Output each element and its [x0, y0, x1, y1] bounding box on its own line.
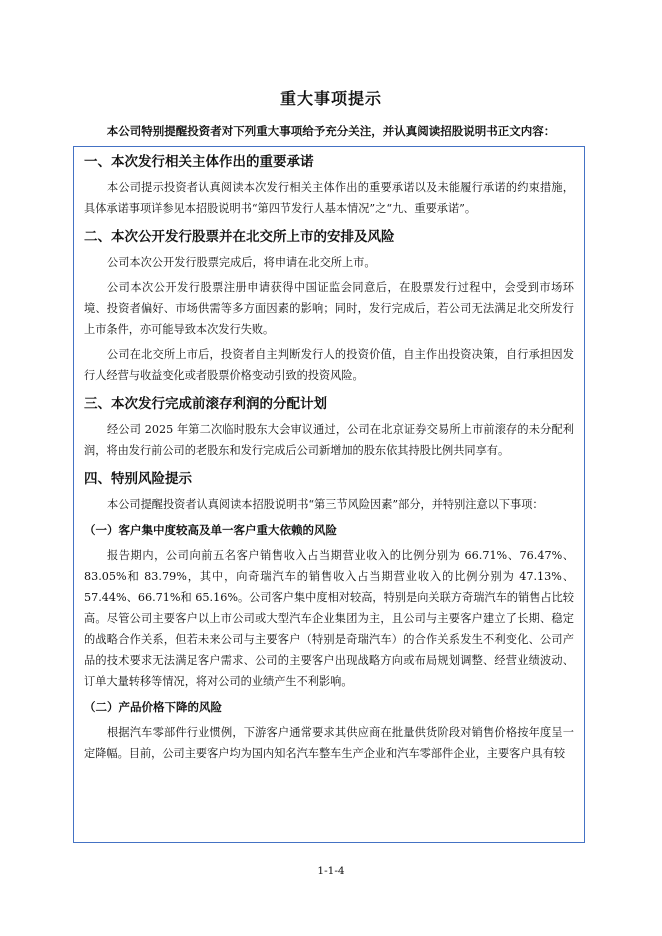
section-3-heading: 三、本次发行完成前滚存利润的分配计划	[84, 396, 327, 412]
subsection-1-heading: （一）客户集中度较高及单一客户重大依赖的风险	[84, 523, 337, 537]
section-1-paragraph-1: 本公司提示投资者认真阅读本次发行相关主体作出的重要承诺以及未能履行承诺的约束措施，具体承诺事项详参见本招股说明书“第四节发行人基本情况”之“九、重要承诺”。	[84, 181, 574, 215]
section-4-paragraph-1: 本公司提醒投资者认真阅读本招股说明书“第三节风险因素”部分，并特别注意以下事项：	[107, 498, 544, 511]
section-1-heading: 一、本次发行相关主体作出的重要承诺	[84, 154, 314, 170]
subsection-2-paragraph-1: 根据汽车零部件行业惯例，下游客户通常要求其供应商在批量供货阶段对销售价格按年度呈一定降幅。目前，公司主要客户均为国内知名汽车整车生产企业和汽车零部件企业，主要客户具有较	[84, 726, 574, 760]
intro-statement: 本公司特别提醒投资者对下列重大事项给予充分关注，并认真阅读招股说明书正文内容：	[106, 124, 556, 138]
subsection-1-paragraph-1: 报告期内，公司向前五名客户销售收入占当期营业收入的比例分别为 66.71%、76.47%、83.05%和 83.79%，其中，向奇瑞汽车的销售收入占当期营业收入的比例分别为 47.13%、57.44%、66.71%和 65.16%。公司客户集中度相对较高，特别是向关联方奇瑞汽车的销售占比较高。尽管公司主要客户以上市公司或大型汽车企业集团为主，且公司与主要客户建立了长期、稳定的战略合作关系，但若未来公司与主要客户（特别是奇瑞汽车）的合作关系发生不利变化、公司产品的技术要求无法满足客户需求、公司的主要客户出现战略方向或布局规划调整、经营业绩波动、订单大量转移等情况，将对公司的业绩产生不利影响。	[84, 549, 574, 688]
subsection-2-heading: （二）产品价格下降的风险	[84, 700, 222, 714]
section-4-heading: 四、特别风险提示	[84, 471, 192, 487]
section-2-paragraph-1: 公司本次公开发行股票完成后，将申请在北交所上市。	[107, 256, 376, 269]
page-number: 1-1-4	[317, 865, 345, 877]
section-3-paragraph-1: 经公司 2025 年第二次临时股东大会审议通过，公司在北京证券交易所上市前滚存的未分配利润，将由发行前公司的老股东和发行完成后公司新增加的股东依其持股比例共同享有。	[84, 423, 574, 457]
page-title: 重大事项提示	[279, 89, 382, 108]
section-2-paragraph-3: 公司在北交所上市后，投资者自主判断发行人的投资价值，自主作出投资决策，自行承担因发行人经营与收益变化或者股票价格变动引致的投资风险。	[84, 348, 574, 382]
section-2-heading: 二、本次公开发行股票并在北交所上市的安排及风险	[84, 229, 395, 245]
section-2-paragraph-2: 公司本次公开发行股票注册申请获得中国证监会同意后，在股票发行过程中，会受到市场环境、投资者偏好、市场供需等多方面因素的影响；同时，发行完成后，若公司无法满足北交所发行上市条件，亦可能导致本次发行失败。	[84, 281, 574, 336]
important-matters-box	[73, 146, 585, 843]
